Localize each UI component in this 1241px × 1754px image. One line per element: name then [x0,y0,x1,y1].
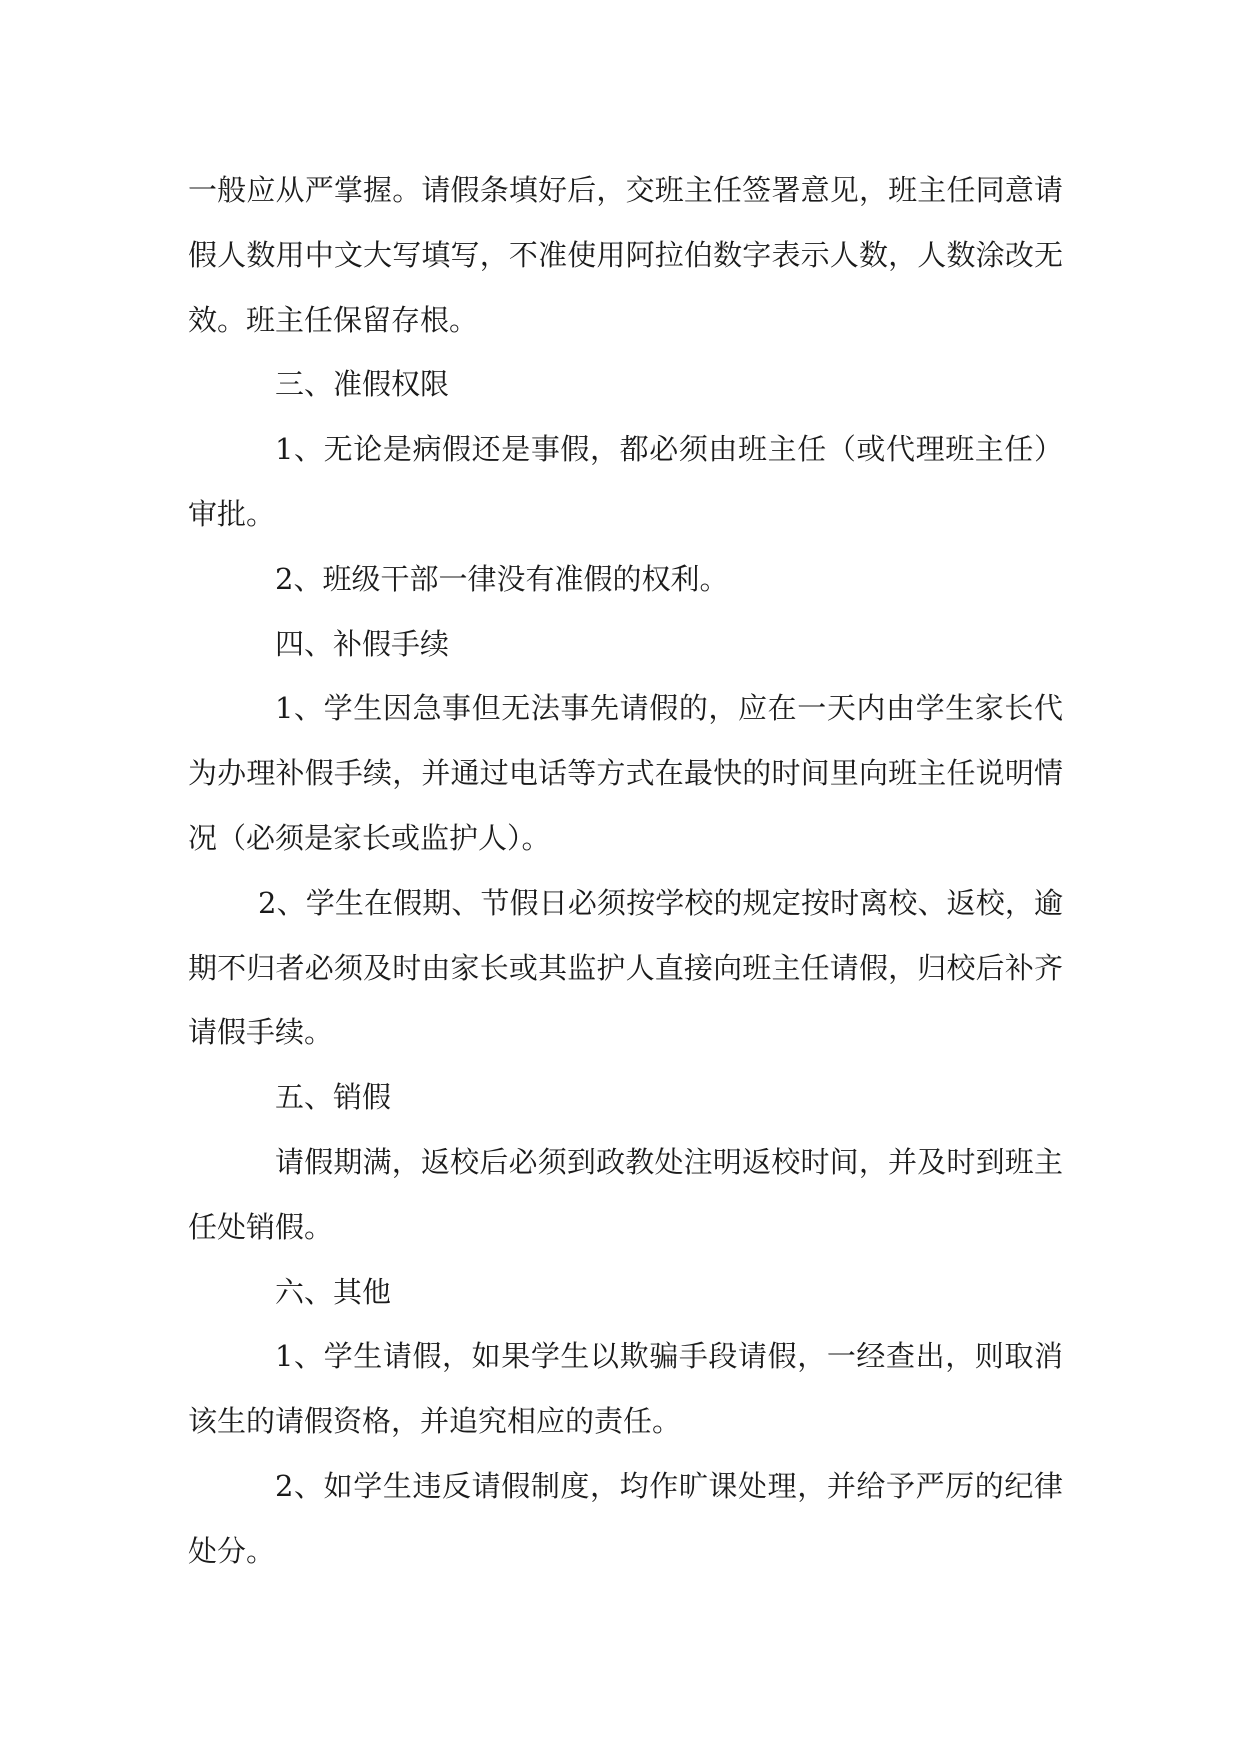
section-heading-approval-authority: 三、准假权限 [275,367,450,402]
paragraph-continuation: 一般应从严掌握。请假条填好后，交班主任签署意见，班主任同意请假人数用中文大写填写，不准使用阿拉伯数字表示人数，人数涂改无效。班主任保留存根。 [188,173,1063,337]
document-body [188,158,1063,1584]
paragraph-retroactive-1: 1、学生因急事但无法事先请假的，应在一天内由学生家长代为办理补假手续，并通过电话等方式在最快的时间里向班主任说明情况（必须是家长或监护人）。 [188,691,1063,855]
paragraph-retroactive-2: 2、学生在假期、节假日必须按学校的规定按时离校、返校，逾期不归者必须及时由家长或其监护人直接向班主任请假，归校后补齐请假手续。 [188,885,1063,1050]
section-heading-cancel-leave: 五、销假 [275,1080,392,1115]
paragraph-other-1: 1、学生请假，如果学生以欺骗手段请假，一经查出，则取消该生的请假资格，并追究相应的责任。 [188,1339,1063,1439]
paragraph-approval-1: 1、无论是病假还是事假，都必须由班主任（或代理班主任）审批。 [188,432,1063,531]
paragraph-cancel-leave: 请假期满，返校后必须到政教处注明返校时间，并及时到班主任处销假。 [188,1144,1063,1244]
section-heading-other: 六、其他 [275,1274,392,1309]
paragraph-approval-2: 2、班级干部一律没有准假的权利。 [275,561,729,596]
paragraph-other-2: 2、如学生违反请假制度，均作旷课处理，并给予严厉的纪律处分。 [188,1468,1063,1568]
section-heading-retroactive-leave: 四、补假手续 [275,626,450,661]
